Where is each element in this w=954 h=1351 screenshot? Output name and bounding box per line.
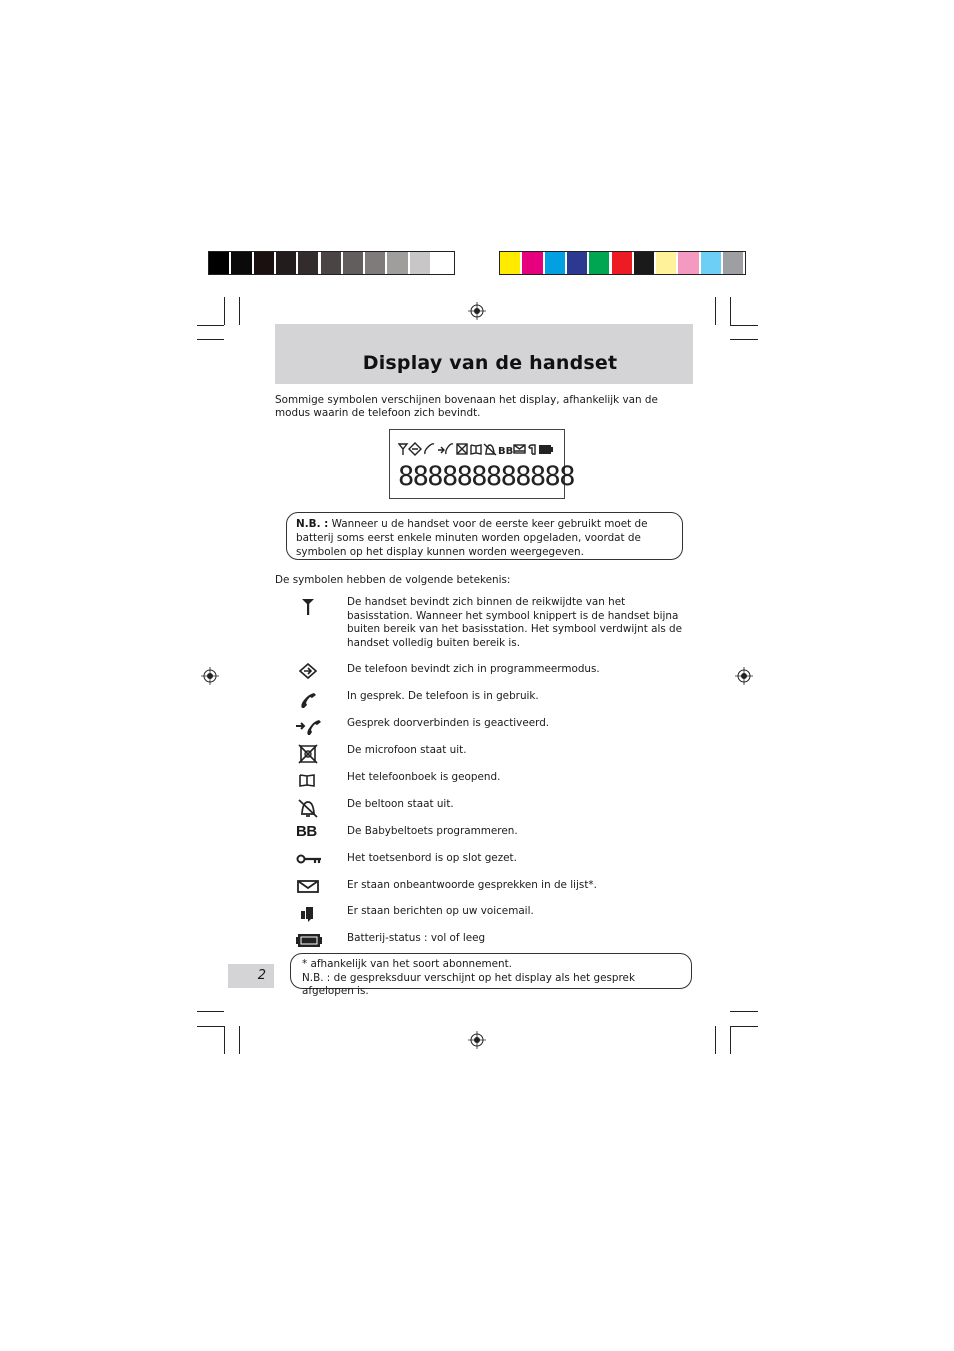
calibration-swatch bbox=[254, 252, 274, 274]
symbol-description: Batterij-status : vol of leeg bbox=[347, 932, 486, 944]
voicemail-icon bbox=[296, 905, 322, 925]
display-digits: 888888888888 bbox=[398, 461, 574, 492]
mic-off-icon bbox=[296, 744, 322, 764]
calibration-swatch bbox=[723, 252, 743, 274]
registration-mark-icon bbox=[468, 1031, 486, 1049]
symbol-description: De telefoon bevindt zich in programmeermodus. bbox=[347, 663, 600, 675]
calibration-swatch bbox=[387, 252, 407, 274]
calibration-swatch bbox=[276, 252, 296, 274]
note-label: N.B. : bbox=[296, 518, 329, 530]
calibration-swatch bbox=[343, 252, 363, 274]
calibration-swatch bbox=[432, 252, 452, 274]
battery-icon bbox=[296, 932, 322, 952]
symbol-description: In gesprek. De telefoon is in gebruik. bbox=[347, 690, 539, 702]
calibration-swatch bbox=[321, 252, 341, 274]
symbol-description: De microfoon staat uit. bbox=[347, 744, 467, 756]
calibration-swatch bbox=[500, 252, 520, 274]
page-number: 2 bbox=[257, 968, 266, 983]
programming-icon bbox=[296, 663, 322, 683]
calibration-swatch bbox=[589, 252, 609, 274]
footnote-call-duration: N.B. : de gespreksduur verschijnt op het display als het gesprek afgelopen is. bbox=[302, 971, 635, 998]
registration-mark-icon bbox=[468, 302, 486, 320]
babycall-icon: BB bbox=[296, 823, 317, 840]
display-status-icons bbox=[398, 441, 558, 457]
calibration-swatch bbox=[231, 252, 251, 274]
key-icon bbox=[296, 852, 322, 872]
footnote-box bbox=[290, 953, 692, 998]
calibration-swatch bbox=[678, 252, 698, 274]
calibration-swatch bbox=[656, 252, 676, 274]
calibration-swatch bbox=[612, 252, 632, 274]
symbol-description: De handset bevindt zich binnen de reikwijdte van het basisstation. Wanneer het symbool knippert is de handset bijna buiten bereik van het basisstation. Het symbool verdwijnt als de handset volledig buiten bereik is. bbox=[347, 596, 683, 649]
footnote-subscription: * afhankelijk van het soort abonnement. bbox=[302, 958, 512, 970]
calibration-swatch bbox=[545, 252, 565, 274]
calibration-swatch bbox=[567, 252, 587, 274]
calibration-swatch bbox=[701, 252, 721, 274]
calibration-swatch bbox=[298, 252, 318, 274]
calibration-swatch bbox=[365, 252, 385, 274]
handset-icon bbox=[296, 690, 322, 710]
symbol-description: Er staan onbeantwoorde gesprekken in de lijst*. bbox=[347, 879, 597, 891]
calibration-swatch bbox=[209, 252, 229, 274]
page-title: Display van de handset bbox=[362, 352, 618, 374]
note-text: Wanneer u de handset voor de eerste keer gebruikt moet de batterij soms eerst enkele minuten worden opgeladen, voordat de symbolen op het display kunnen worden weergegeven. bbox=[296, 518, 648, 558]
symbol-description: Er staan berichten op uw voicemail. bbox=[347, 905, 534, 917]
symbol-description: De beltoon staat uit. bbox=[347, 798, 454, 810]
symbol-description: De Babybeltoets programmeren. bbox=[347, 825, 518, 837]
antenna-icon bbox=[296, 596, 322, 616]
handset-display-illustration bbox=[389, 429, 574, 499]
symbols-lead: De symbolen hebben de volgende betekenis: bbox=[275, 574, 511, 586]
registration-mark-icon bbox=[201, 667, 219, 685]
call-transfer-icon bbox=[296, 717, 322, 737]
registration-mark-icon bbox=[735, 667, 753, 685]
calibration-swatch bbox=[410, 252, 430, 274]
phonebook-icon bbox=[296, 771, 322, 791]
symbol-description: Het telefoonboek is geopend. bbox=[347, 771, 501, 783]
ringer-off-icon bbox=[296, 798, 322, 818]
envelope-icon bbox=[296, 879, 322, 899]
svg-text:BB: BB bbox=[498, 446, 514, 457]
symbol-description: Het toetsenbord is op slot gezet. bbox=[347, 852, 517, 864]
note-box bbox=[286, 512, 683, 560]
intro-paragraph: Sommige symbolen verschijnen bovenaan het display, afhankelijk van de modus waarin de telefoon zich bevindt. bbox=[275, 394, 658, 419]
symbol-description: Gesprek doorverbinden is geactiveerd. bbox=[347, 717, 550, 729]
calibration-swatch bbox=[522, 252, 542, 274]
calibration-swatch bbox=[634, 252, 654, 274]
